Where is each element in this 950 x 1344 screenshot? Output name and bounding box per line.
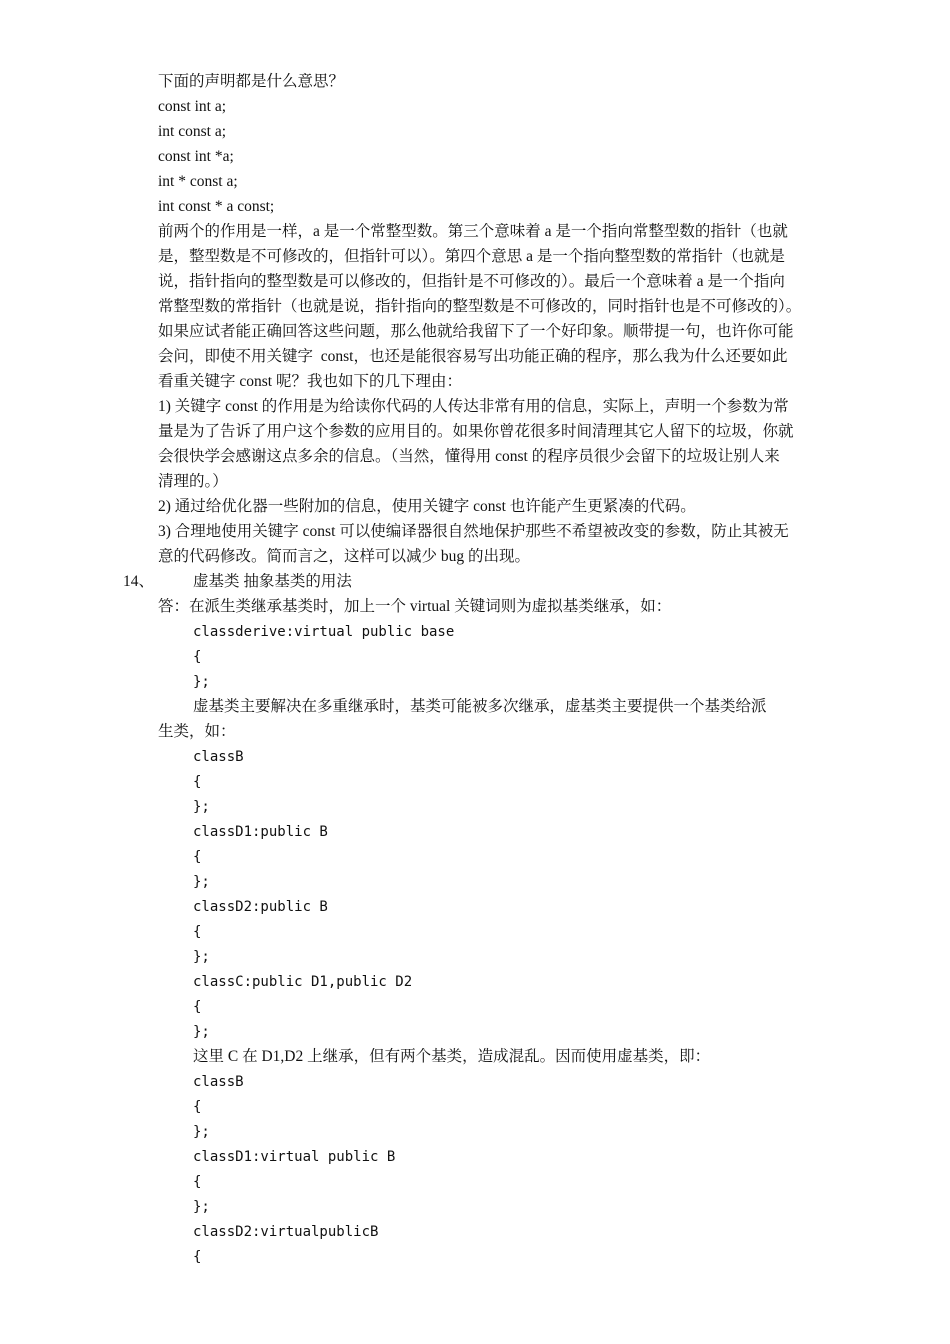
code-line: classD2:virtualpublicB (193, 1224, 379, 1240)
code-line: { (193, 999, 202, 1015)
code-line: }; (193, 949, 210, 965)
question-line: 下面的声明都是什么意思？ (158, 73, 345, 90)
reason-line: 2) 通过给优化器一些附加的信息，使用关键字 const 也许能产生更紧凑的代码。 (158, 498, 696, 515)
code-line: }; (193, 799, 210, 815)
reason-line: 3) 合理地使用关键字 const 可以使编译器很自然地保护那些不希望被改变的参数，防止其被无 (158, 523, 789, 540)
code-line: { (193, 774, 202, 790)
code-line: classderive:virtual public base (193, 624, 455, 640)
declaration-line: const int *a; (158, 148, 234, 165)
reason-line: 清理的。） (158, 473, 228, 490)
reason-line: 意的代码修改。简而言之，这样可以减少 bug 的出现。 (158, 548, 531, 565)
code-line: { (193, 924, 202, 940)
code-line: classD1:public B (193, 824, 328, 840)
code-line: }; (193, 674, 210, 690)
paragraph-line: 看重关键字 const 呢？我也如下的几下理由： (158, 373, 462, 390)
explanation-line: 虚基类主要解决在多重继承时，基类可能被多次继承，虚基类主要提供一个基类给派 (193, 698, 767, 715)
declaration-line: int const a; (158, 123, 227, 140)
paragraph-line: 如果应试者能正确回答这些问题，那么他就给我留下了一个好印象。顺带提一句，也许你可能 (158, 323, 794, 340)
code-line: classB (193, 1074, 244, 1090)
code-line: }; (193, 1124, 210, 1140)
code-line: { (193, 649, 202, 665)
reason-line: 量是为了告诉了用户这个参数的应用目的。如果你曾花很多时间清理其它人留下的垃圾，你就 (158, 423, 794, 440)
section-number: 14、 (123, 573, 155, 590)
reason-line: 会很快学会感谢这点多余的信息。（当然，懂得用 const 的程序员很少会留下的垃圾让别人来 (158, 448, 780, 465)
code-line: { (193, 1249, 202, 1265)
code-line: { (193, 1174, 202, 1190)
code-line: classD1:virtual public B (193, 1149, 396, 1165)
paragraph-line: 会问，即使不用关键字 const，也还是能很容易写出功能正确的程序，那么我为什么还要如此 (158, 348, 788, 365)
code-line: }; (193, 1024, 210, 1040)
explanation-line: 生类，如： (158, 723, 236, 740)
paragraph-line: 前两个的作用是一样，a 是一个常整型数。第三个意味着 a 是一个指向常整型数的指针（也就 (158, 223, 788, 240)
code-line: }; (193, 1199, 210, 1215)
code-line: { (193, 1099, 202, 1115)
code-line: }; (193, 874, 210, 890)
declaration-line: int const * a const; (158, 198, 275, 215)
code-line: classC:public D1,public D2 (193, 974, 413, 990)
answer-line: 答：在派生类继承基类时，加上一个 virtual 关键词则为虚拟基类继承，如： (158, 598, 672, 615)
declaration-line: int * const a; (158, 173, 238, 190)
explanation-line: 这里 C 在 D1,D2 上继承，但有两个基类，造成混乱。因而使用虚基类，即： (193, 1048, 711, 1065)
code-line: classB (193, 749, 244, 765)
paragraph-line: 常整型数的常指针（也就是说，指针指向的整型数是不可修改的，同时指针也是不可修改的）。 (158, 298, 802, 315)
code-line: classD2:public B (193, 899, 328, 915)
declaration-line: const int a; (158, 98, 227, 115)
section-title: 虚基类 抽象基类的用法 (193, 573, 352, 590)
paragraph-line: 说，指针指向的整型数是可以修改的，但指针是不可修改的）。最后一个意味着 a 是一个指向 (158, 273, 785, 290)
code-line: { (193, 849, 202, 865)
paragraph-line: 是，整型数是不可修改的，但指针可以）。第四个意思 a 是一个指向整型数的常指针（也就是 (158, 248, 785, 265)
reason-line: 1) 关键字 const 的作用是为给读你代码的人传达非常有用的信息，实际上，声明一个参数为常 (158, 398, 789, 415)
